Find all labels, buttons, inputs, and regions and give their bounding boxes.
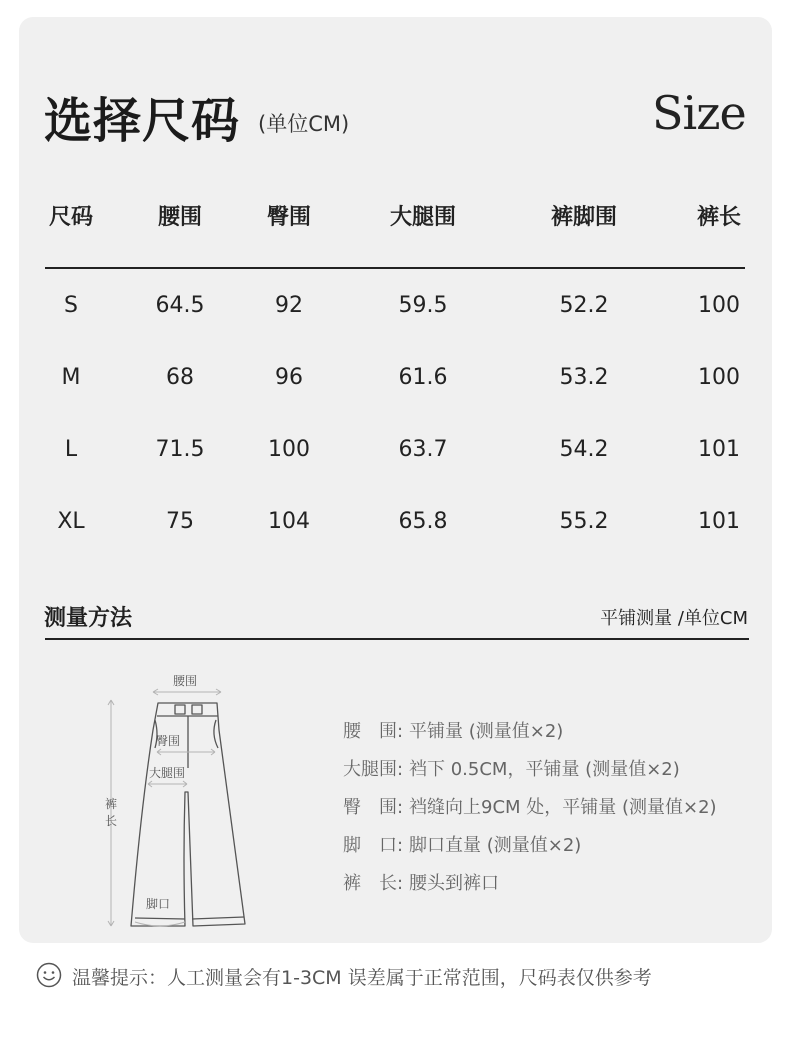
diagram-label-hem: 脚口 — [146, 897, 171, 911]
table-cell: 54.2 — [559, 437, 609, 462]
table-cell: 100 — [698, 365, 740, 390]
table-cell: M — [61, 365, 81, 390]
table-cell: 53.2 — [559, 365, 609, 390]
measure-section-title: 测量方法 — [44, 606, 133, 631]
title-unit: (单位CM) — [258, 112, 350, 136]
table-cell: 92 — [275, 293, 303, 318]
table-cell: L — [64, 437, 78, 462]
diagram-label-thigh: 大腿围 — [149, 766, 186, 780]
section-divider — [45, 638, 749, 640]
table-cell: XL — [57, 509, 85, 534]
table-cell: 100 — [268, 437, 310, 462]
smile-icon — [36, 962, 62, 988]
table-cell: 64.5 — [155, 293, 205, 318]
column-header-waist: 腰围 — [157, 205, 202, 230]
pants-diagram — [95, 668, 255, 933]
instruction-thigh: 大腿围: 裆下 0.5CM，平铺量 (测量值×2) — [343, 759, 680, 780]
column-header-thigh: 大腿围 — [389, 205, 456, 230]
table-cell: 59.5 — [398, 293, 448, 318]
instruction-length: 裤 长: 腰头到裤口 — [343, 873, 499, 894]
table-cell: 75 — [166, 509, 194, 534]
tip-text: 温馨提示：人工测量会有1-3CM 误差属于正常范围，尺码表仅供参考 — [72, 967, 652, 989]
diagram-label-length-2: 长 — [105, 814, 118, 828]
size-logo-text: Size — [652, 86, 746, 140]
table-cell: 100 — [698, 293, 740, 318]
column-header-size: 尺码 — [48, 205, 93, 230]
table-cell: 101 — [698, 437, 740, 462]
table-cell: 52.2 — [559, 293, 609, 318]
instruction-hip: 臀 围: 裆缝向上9CM 处，平铺量 (测量值×2) — [343, 797, 717, 818]
table-cell: S — [64, 293, 78, 318]
measure-unit-note: 平铺测量 /单位CM — [600, 608, 748, 629]
table-cell: 55.2 — [559, 509, 609, 534]
diagram-label-waist: 腰围 — [173, 674, 198, 688]
page-title: 选择尺码 — [44, 93, 241, 149]
table-cell: 101 — [698, 509, 740, 534]
column-header-hem: 裤脚围 — [550, 205, 617, 230]
diagram-label-length-1: 裤 — [105, 797, 118, 811]
table-cell: 96 — [275, 365, 303, 390]
table-cell: 63.7 — [398, 437, 448, 462]
instruction-waist: 腰 围: 平铺量 (测量值×2) — [343, 721, 564, 742]
table-cell: 68 — [166, 365, 194, 390]
instruction-hem: 脚 口: 脚口直量 (测量值×2) — [343, 835, 582, 856]
diagram-label-hip: 臀围 — [156, 734, 181, 748]
table-divider — [45, 267, 745, 269]
column-header-length: 裤长 — [696, 205, 741, 230]
table-cell: 104 — [268, 509, 310, 534]
table-cell: 65.8 — [398, 509, 448, 534]
table-cell: 61.6 — [398, 365, 448, 390]
column-header-hip: 臀围 — [266, 205, 311, 230]
table-cell: 71.5 — [155, 437, 205, 462]
